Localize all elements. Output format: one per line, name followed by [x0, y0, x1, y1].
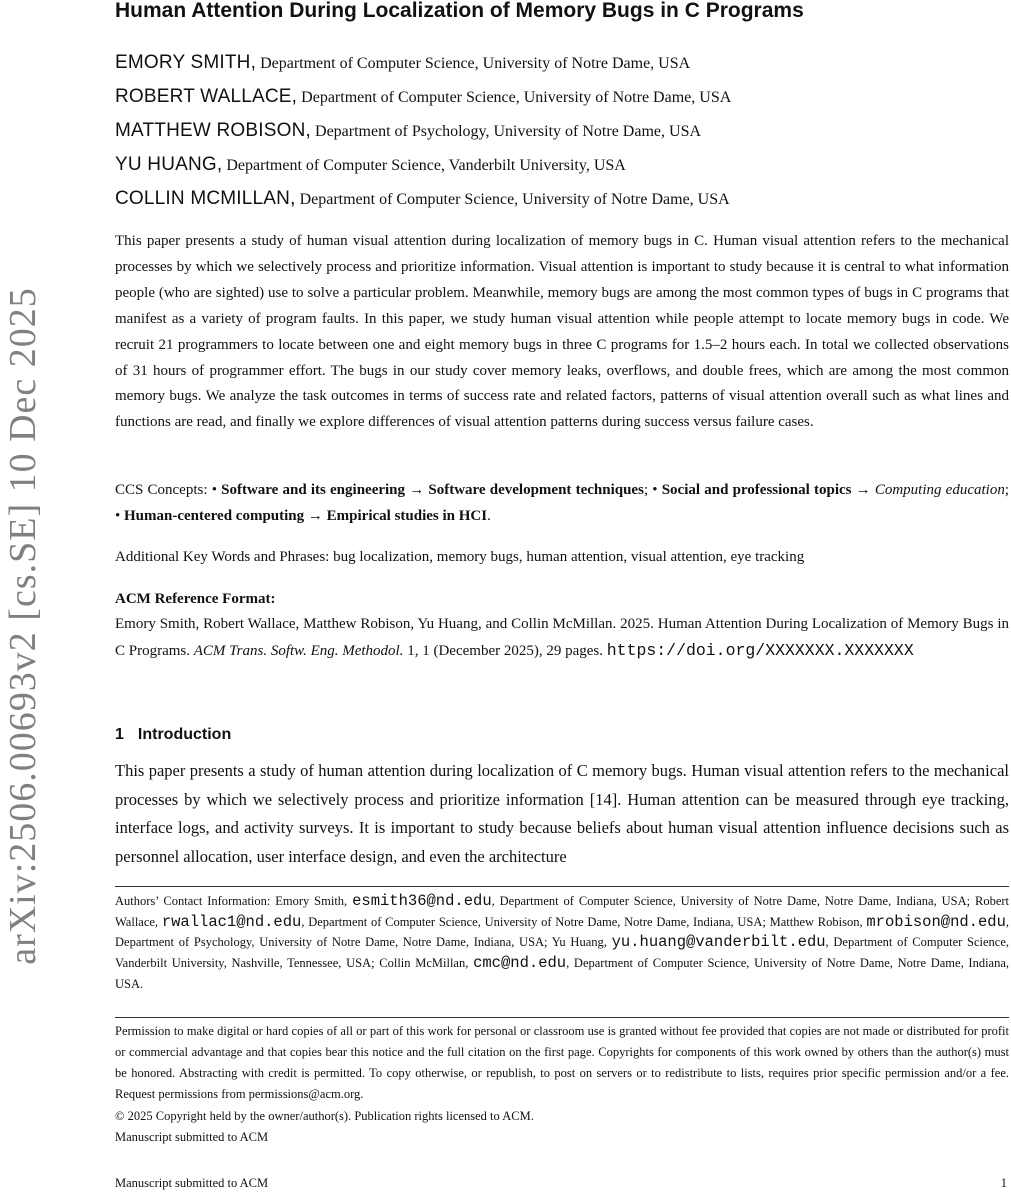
author-entry [115, 118, 1009, 152]
author-affiliation: Department of Psychology, University of Notre Dame, USA [315, 123, 702, 140]
arxiv-sidebar [0, 262, 46, 990]
author-entry [115, 50, 1009, 84]
contact-text: , Department of Computer Science, University of Notre Dame, Notre Dame, Indiana, USA. [115, 956, 1010, 991]
permission-divider [115, 1017, 1009, 1018]
section-title: Introduction [137, 726, 232, 743]
introduction-text: This paper presents a study of human attention during localization of C memory bugs. Human visual attention refers to the mechanical processes by which we selectively process and prioritize information [14]. Human attention can be measured through eye tracking, interface logs, and activity surveys. It is important to study because beliefs about human visual attention influence decisions such as personnel allocation, user interface design, and even the architecture [115, 761, 1009, 866]
author-affiliation: Department of Computer Science, University of Notre Dame, USA [301, 89, 732, 106]
ccs-concepts [115, 477, 1009, 529]
section-heading [115, 723, 231, 747]
abstract: This paper presents a study of human visual attention during localization of memory bugs in C. Human visual attention refers to the mechanical processes by which we selectively process and prioritize information. Visual attention is important to study because it is central to what information people (who are sighted) use to solve a particular problem. Meanwhile, memory bugs are among the most common types of bugs in C programs that manifest as a variety of program faults. In this paper, we study human visual attention while people attempt to locate memory bugs in code. We recruit 21 programmers to locate between one and eight memory bugs in three C programs for 1.5–2 hours each. In total we collected observations of 31 hours of programmer effort. The bugs in our study cover memory leaks, overflows, and double frees, which are among the most common memory bugs. We analyze the task outcomes in terms of success rate and related factors, patterns of visual attention overall such as what lines and functions are read, and finally we explore differences of visual attention patterns during success versus failure cases. [115, 233, 1009, 431]
page-number: 1 [1000, 1176, 1007, 1190]
ccs-end: . [487, 508, 491, 524]
email-link[interactable]: esmith36@nd.edu [352, 892, 492, 910]
author-affiliation: Department of Computer Science, University of Notre Dame, USA [260, 55, 691, 72]
contact-text: , Department of Computer Science, University of Notre Dame, Notre Dame, Indiana, USA; Matthew Robison, [301, 914, 863, 929]
permission-notice: Permission to make digital or hard copies of all or part of this work for personal or classroom use is granted without fee provided that copies are not made or distributed for profit or commercial advantage and that copies bear this notice and the full citation on the first page. Copyrights for components of this work owned by others than the author(s) must be honored. Abstracting with credit is permitted. To copy otherwise, or republish, to post on servers or to redistribute to lists, requires prior specific permission and/or a fee. Request permissions from permissions@acm.org. [115, 1024, 1009, 1101]
ccs-concept: Computing education [874, 482, 1005, 498]
contact-text: , Department of Computer Science, Vanderbilt University, Nashville, Tennessee, USA; Collin McMillan, [115, 935, 1010, 971]
keywords-text: bug localization, memory bugs, human attention, visual attention, eye tracking [333, 549, 805, 565]
author-name: YU HUANG, [115, 154, 223, 175]
author-entry [115, 186, 1009, 220]
author-name: COLLIN MCMILLAN, [115, 188, 296, 209]
author-entry [115, 152, 1009, 186]
acm-reference-heading: ACM Reference Format: [115, 591, 276, 607]
author-name: EMORY SMITH, [115, 52, 257, 73]
ccs-concept: Software development techniques [428, 482, 644, 498]
ccs-separator: ; [1004, 482, 1009, 498]
arxiv-stamp: arXiv:2506.00693v2 [cs.SE] 10 Dec 2025 [2, 287, 44, 965]
keywords-label: Additional Key Words and Phrases: [115, 549, 330, 565]
author-entry [115, 84, 1009, 118]
email-link[interactable]: cmc@nd.edu [473, 954, 567, 973]
contact-information [115, 891, 1009, 995]
footnote-divider [115, 886, 1009, 887]
ccs-label: CCS Concepts: [115, 482, 208, 498]
acm-journal: ACM Trans. Softw. Eng. Methodol. [193, 642, 404, 659]
ccs-concept: Empirical studies in HCI [326, 508, 488, 524]
author-name: MATTHEW ROBISON, [115, 120, 312, 141]
ccs-arrow: → [307, 508, 323, 524]
email-link[interactable]: yu.huang@vanderbilt.edu [611, 933, 826, 952]
contact-text: , Department of Psychology, University of Notre Dame, Notre Dame, Indiana, USA; Yu Huang, [115, 914, 1010, 950]
paper-title: Human Attention During Localization of Memory Bugs in C Programs [115, 0, 804, 22]
keywords [115, 544, 1009, 570]
email-link[interactable]: rwallac1@nd.edu [161, 912, 302, 931]
email-link[interactable]: mrobison@nd.edu [866, 912, 1006, 931]
acm-reference [115, 612, 1009, 664]
author-name: ROBERT WALLACE, [115, 86, 298, 107]
doi-link[interactable]: https://doi.org/XXXXXXX.XXXXXXX [606, 640, 914, 660]
page-footer-left: Manuscript submitted to ACM [115, 1176, 269, 1190]
copyright-notice: © 2025 Copyright held by the owner/author(s). Publication rights licensed to ACM. [115, 1109, 534, 1123]
ccs-concept: Social and professional topics [661, 482, 852, 498]
ccs-arrow: → [855, 482, 871, 498]
ccs-separator: ; [643, 482, 649, 498]
ccs-bullet: • [115, 508, 121, 524]
ccs-concept: Human-centered computing [124, 508, 305, 524]
submission-note: Manuscript submitted to ACM [115, 1130, 269, 1144]
ccs-bullet: • [211, 482, 217, 498]
ccs-concept: Software and its engineering [221, 482, 406, 498]
ccs-bullet: • [652, 482, 658, 498]
contact-text: , Department of Computer Science, University of Notre Dame, Notre Dame, Indiana, USA; Robert Wallace, [115, 894, 1009, 929]
author-list [115, 50, 1009, 220]
author-affiliation: Department of Computer Science, Vanderbilt University, USA [226, 157, 626, 174]
section-number: 1 [115, 726, 124, 743]
contact-text: Authors’ Contact Information: Emory Smith, [115, 894, 348, 908]
acm-reference-text: Emory Smith, Robert Wallace, Matthew Robison, Yu Huang, and Collin McMillan. 2025. Human Attention During Localization of Memory Bugs in C Programs. [115, 616, 1009, 659]
acm-details: 1, 1 (December 2025), 29 pages. [407, 642, 604, 659]
author-affiliation: Department of Computer Science, University of Notre Dame, USA [299, 191, 730, 208]
ccs-arrow: → [409, 482, 425, 498]
